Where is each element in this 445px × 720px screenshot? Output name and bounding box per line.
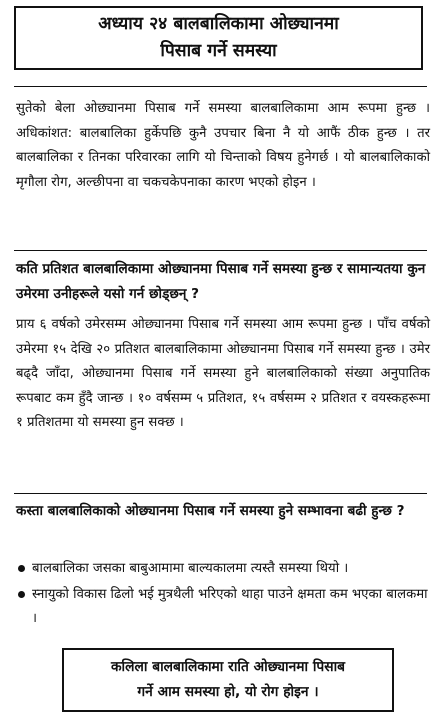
- list-item-text: स्नायुको विकास ढिलो भई मुत्रथैली भरिएको थाहा पाउने क्षमता कम भएका बालकमा ।: [32, 586, 428, 626]
- section1-question: कति प्रतिशत बालबालिकामा ओछ्यानमा पिसाब गर्ने समस्या हुन्छ र सामान्यतया कुन उमेरमा उनीहरूले यसो गर्न छोड्छन् ?: [16, 261, 426, 302]
- key-message-box: [62, 648, 394, 712]
- section-divider-1: [14, 250, 427, 251]
- intro-paragraph: सुतेको बेला ओछ्यानमा पिसाब गर्ने समस्या बालबालिकामा आम रूपमा हुन्छ । अधिकांशत: बालबालिका हुर्केपछि कुनै उपचार बिना नै यो आफैं ठीक हुन्छ । तर बालबालिका र तिनका परिवारका लागि यो चिन्ताको विषय हुनेगर्छ । यो बालबालिकाको मृगौला रोग, अल्छीपना वा चकचकेपनाका कारण भएको होइन ।: [16, 101, 430, 190]
- top-divider: [14, 86, 427, 87]
- section2-question: कस्ता बालबालिकाको ओछ्यानमा पिसाब गर्ने समस्या हुने सम्भावना बढी हुन्छ ?: [16, 503, 405, 519]
- chapter-title-line-2: पिसाब गर्ने समस्या: [160, 41, 277, 61]
- chapter-title-line-1: अध्याय २४ बालबालिकामा ओछ्यानमा: [98, 14, 339, 34]
- bullet-icon: [18, 591, 25, 598]
- key-message-line-2: गर्ने आम समस्या हो, यो रोग होइन ।: [137, 684, 319, 700]
- list-item-text: बालबालिका जसका बाबुआमामा बाल्यकालमा त्यस्तै समस्या थियो ।: [32, 561, 349, 576]
- risk-factor-list: [16, 557, 432, 633]
- list-item: [16, 583, 432, 632]
- bullet-icon: [18, 565, 25, 572]
- chapter-title-box: [14, 6, 423, 70]
- section1-answer: प्राय ६ वर्षको उमेरसम्म ओछ्यानमा पिसाब गर्ने समस्या आम रूपमा हुन्छ । पाँच वर्षको उमेरमा १५ देखि २० प्रतिशत बालबालिकामा ओछ्यानमा पिसाब गर्ने समस्या हुन्छ । उमेर बढ्दै जाँदा, ओछ्यानमा पिसाब गर्ने समस्या हुने बालबालिकाको संख्या अनुपातिक रूपबाट कम हुँदै जान्छ । १० वर्षसम्म ५ प्रतिशत, १५ वर्षसम्म २ प्रतिशत र वयस्कहरूमा १ प्रतिशतमा यो समस्या हुन सक्छ ।: [16, 317, 430, 430]
- list-item: [16, 557, 432, 582]
- section-divider-2: [14, 493, 427, 494]
- key-message-line-1: कलिला बालबालिकामा राति ओछ्यानमा पिसाब: [110, 659, 346, 675]
